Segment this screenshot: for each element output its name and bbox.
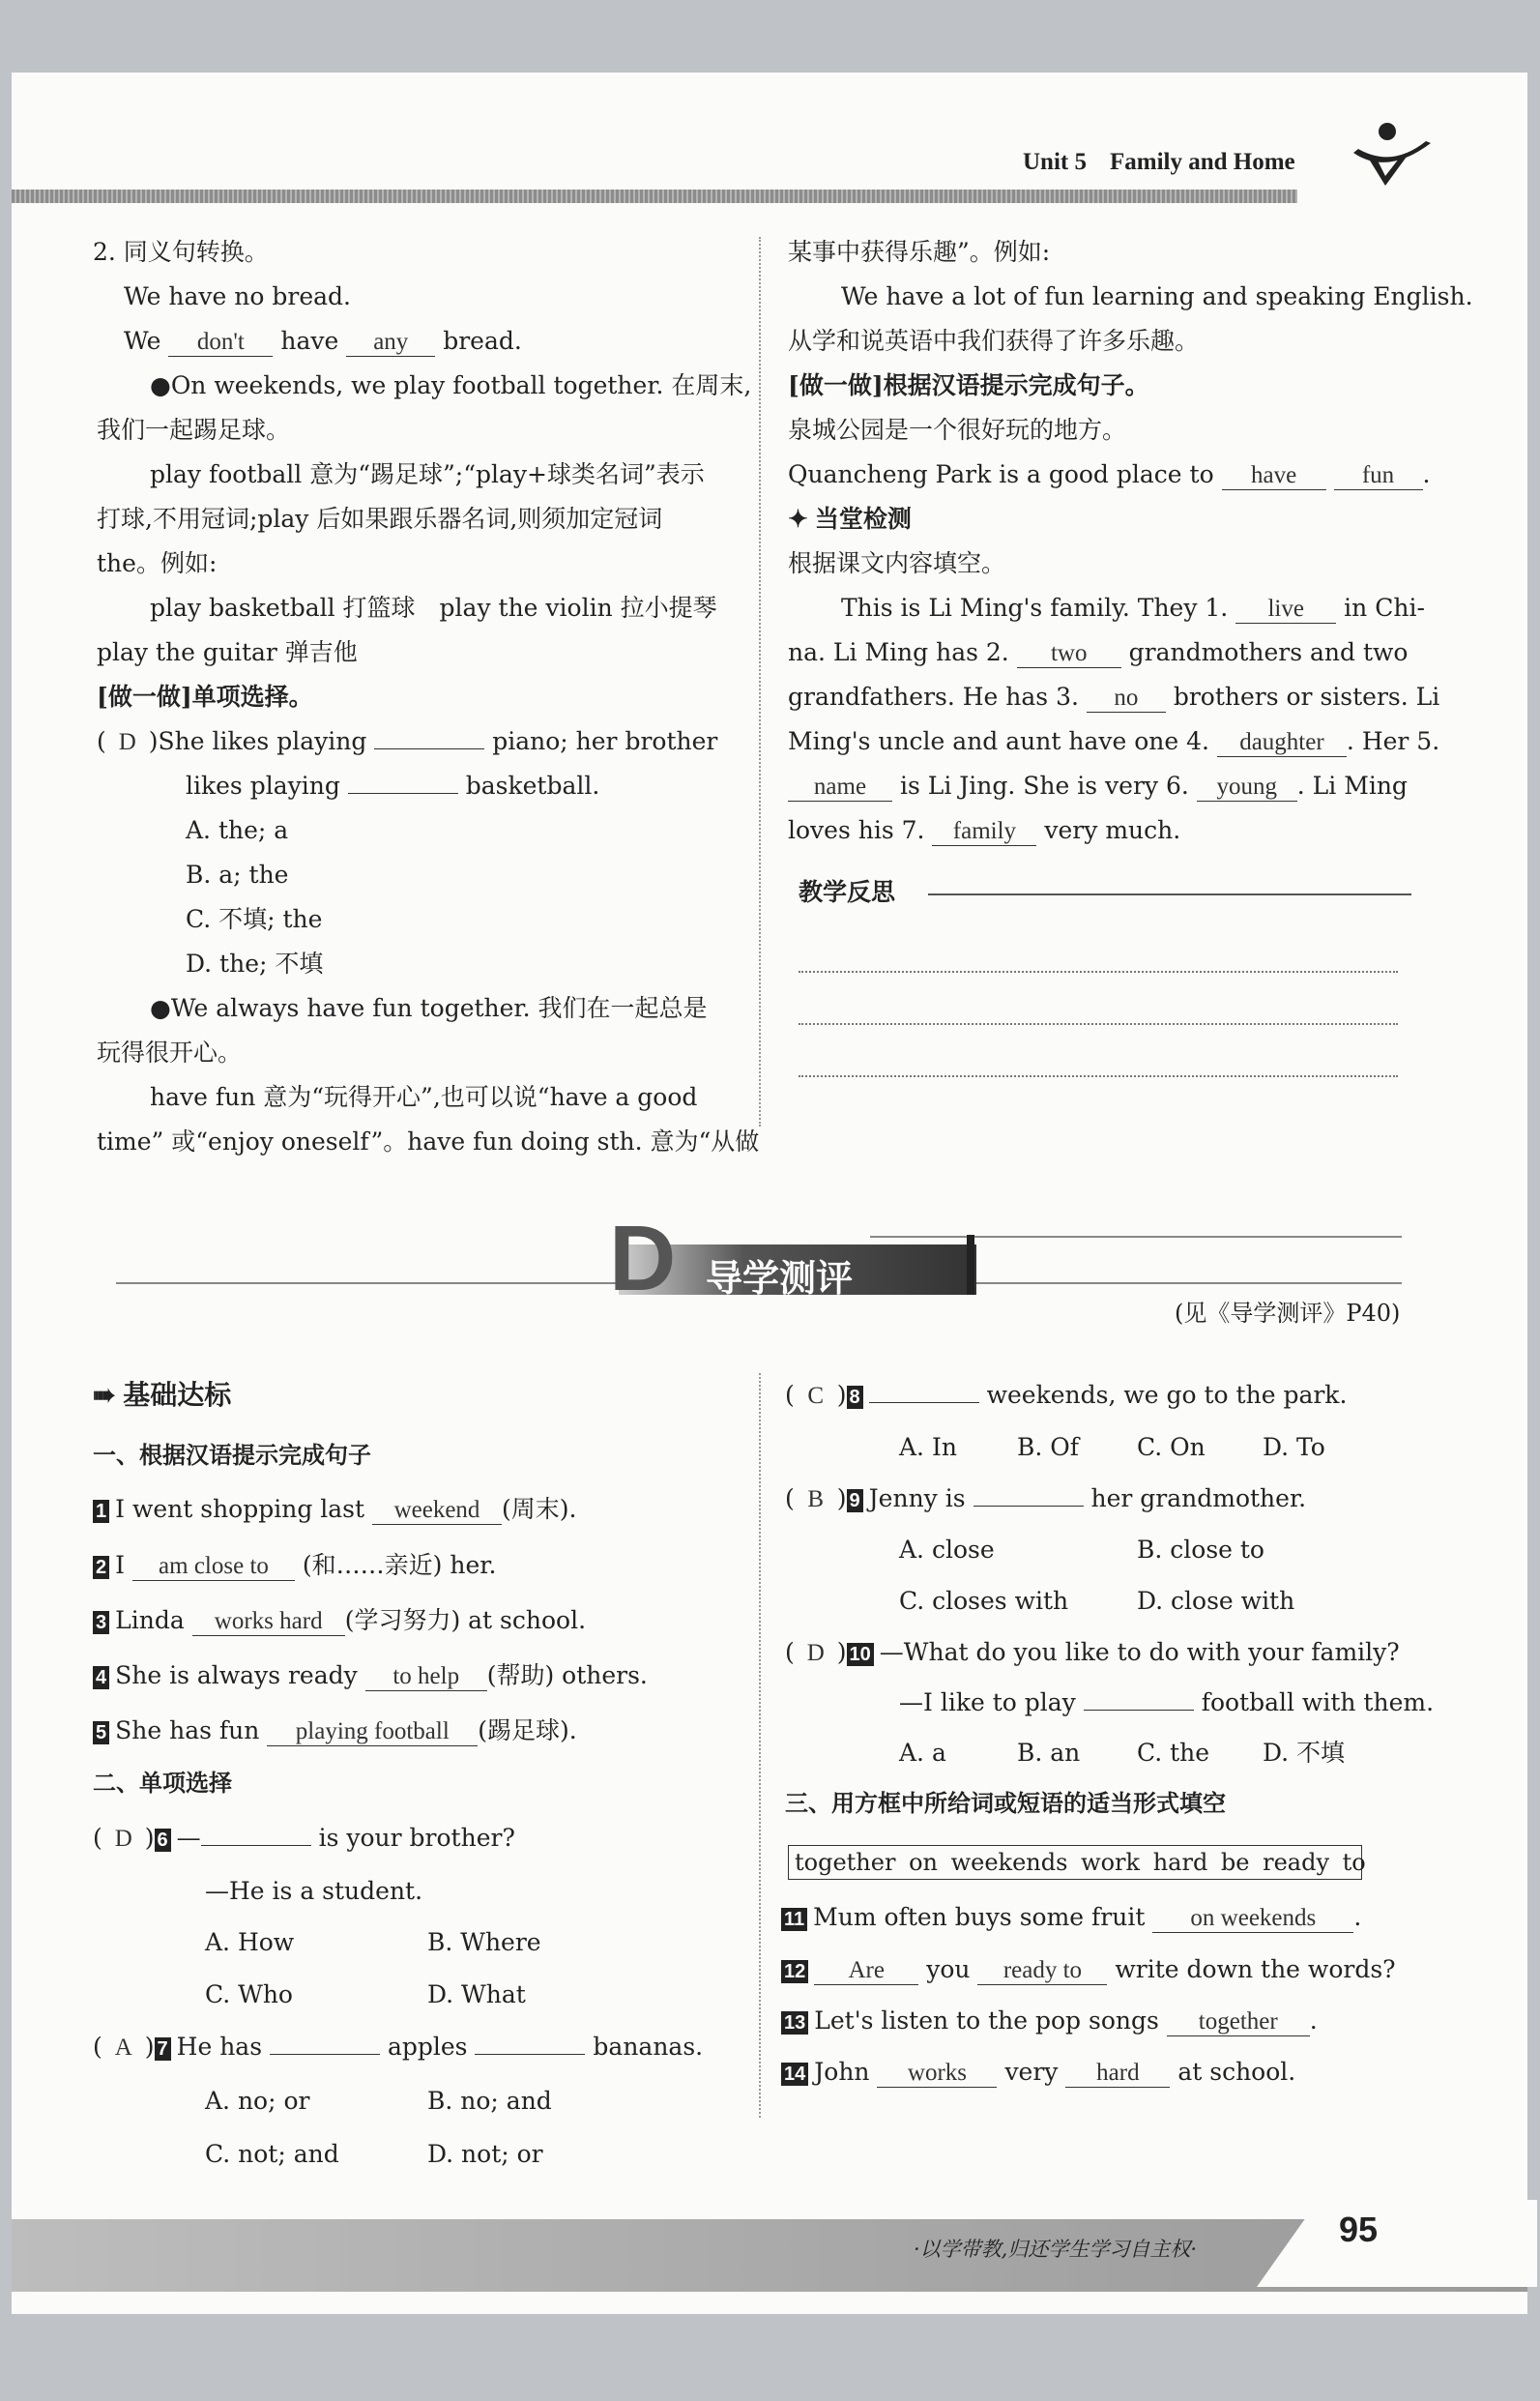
question-6-reply: —He is a student. xyxy=(205,1877,423,1905)
reflection-line xyxy=(799,971,1398,973)
text-line: play football 意为“踢足球”;“play+球类名词”表示 xyxy=(150,460,705,488)
option-d: D. To xyxy=(1263,1433,1325,1461)
exercise-heading: 2. 同义句转换。 xyxy=(93,238,269,266)
text-line: play basketball 打篮球 play the violin 拉小提琴 xyxy=(150,594,717,622)
passage-line: loves his 7. family very much. xyxy=(788,816,1181,844)
try-it-heading: [做一做]根据汉语提示完成句子。 xyxy=(788,371,1149,399)
question-13: 13 Let's listen to the pop songs together . xyxy=(781,1999,1318,2043)
part1-title: 一、根据汉语提示完成句子 xyxy=(93,1443,371,1469)
question-10: ( D ) 10 —What do you like to do with your family? xyxy=(785,1638,1400,1666)
question-2: 2 I am close to (和……亲近) her. xyxy=(93,1543,496,1588)
guided-assessment-banner xyxy=(541,1207,974,1310)
question-10-reply: —I like to play football with them. xyxy=(899,1688,1435,1716)
text-line: time” 或“enjoy oneself”。have fun doing sth. 意为“从做 xyxy=(97,1127,760,1156)
header-bar xyxy=(12,190,1297,203)
banner-title: 导学测评 xyxy=(706,1259,854,1300)
option-c: C. 不填; the xyxy=(186,905,323,933)
text-line: have fun 意为“玩得开心”,也可以说“have a good xyxy=(150,1083,698,1111)
text-line: 打球,不用冠词;play 后如果跟乐器名词,则须加定冠词 xyxy=(97,505,663,533)
option-d: D. 不填 xyxy=(1263,1739,1346,1767)
reflection-line xyxy=(799,1075,1398,1077)
choice-question-cont: likes playing basketball. xyxy=(186,772,600,800)
reflection-line xyxy=(799,1023,1398,1025)
reflection-rule xyxy=(928,893,1411,895)
text-line: 从学和说英语中我们获得了许多乐趣。 xyxy=(788,327,1200,355)
question-3: 3 Linda works hard (学习努力) at school. xyxy=(93,1598,586,1643)
reference-note: (见《导学测评》P40) xyxy=(1175,1300,1401,1327)
fill-sentence: We don't have any bread. xyxy=(124,327,522,355)
question-6: ( D ) 6 — is your brother? xyxy=(93,1824,515,1852)
option-a: A. How xyxy=(205,1928,295,1956)
try-it-heading: [做一做]单项选择。 xyxy=(97,683,313,711)
page-header-title: Unit 5 Family and Home xyxy=(1023,149,1295,175)
option-d: D. close with xyxy=(1137,1587,1295,1615)
option-d: D. not; or xyxy=(427,2140,543,2168)
question-14: 14 John works very hard at school. xyxy=(781,2050,1295,2094)
column-divider xyxy=(759,1373,761,2118)
question-7: ( A ) 7 He has apples bananas. xyxy=(93,2033,704,2061)
basic-section-title: ➠ 基础达标 xyxy=(93,1380,232,1410)
question-8: ( C ) 8 weekends, we go to the park. xyxy=(785,1381,1348,1409)
text-line: 某事中获得乐趣”。例如: xyxy=(788,238,1051,266)
option-c: C. closes with xyxy=(899,1587,1069,1615)
option-c: C. not; and xyxy=(205,2140,339,2168)
column-divider xyxy=(759,237,761,1127)
passage-line: Ming's uncle and aunt have one 4. daughter . Her 5. xyxy=(788,727,1440,755)
option-b: B. a; the xyxy=(186,861,289,889)
text-line: We have a lot of fun learning and speaking English. xyxy=(841,282,1473,310)
passage-line: na. Li Ming has 2. two grandmothers and two xyxy=(788,638,1409,666)
question-4: 4 She is always ready to help (帮助) others. xyxy=(93,1654,648,1698)
passage-line: grandfathers. He has 3. no brothers or sisters. Li xyxy=(788,683,1440,711)
option-a: A. close xyxy=(899,1536,995,1564)
option-a: A. the; a xyxy=(186,816,289,844)
option-b: B. no; and xyxy=(427,2087,552,2115)
option-c: C. Who xyxy=(205,1980,293,2008)
question-5: 5 She has fun playing football (踢足球). xyxy=(93,1709,577,1753)
option-b: B. Of xyxy=(1017,1433,1080,1461)
option-b: B. an xyxy=(1017,1739,1081,1767)
text-line: 泉城公园是一个很好玩的地方。 xyxy=(788,416,1127,444)
reader-logo-icon xyxy=(1349,118,1436,195)
text-line: play the guitar 弹吉他 xyxy=(97,638,358,666)
option-d: D. What xyxy=(427,1980,526,2008)
banner-letter: D xyxy=(609,1207,677,1310)
text-line: 根据课文内容填空。 xyxy=(788,549,1006,577)
teaching-reflection-title: 教学反思 xyxy=(799,879,896,906)
question-11: 11 Mum often buys some fruit on weekends . xyxy=(781,1895,1361,1940)
text-line: We have no bread. xyxy=(124,282,351,310)
choice-question: ( D )She likes playing piano; her brother xyxy=(97,727,718,755)
passage-line: This is Li Ming's family. They 1. live in Chi- xyxy=(841,594,1425,622)
option-d: D. the; 不填 xyxy=(186,950,324,978)
option-c: C. On xyxy=(1137,1433,1206,1461)
option-b: B. Where xyxy=(427,1928,541,1956)
footer-motto: ·以学带教,归还学生学习自主权· xyxy=(914,2238,1198,2261)
text-line: ●We always have fun together. 我们在一起总是 xyxy=(150,994,708,1022)
text-line: 我们一起踢足球。 xyxy=(97,416,291,444)
page-number: 95 xyxy=(1339,2210,1379,2249)
part2-title: 二、单项选择 xyxy=(93,1771,232,1797)
option-c: C. the xyxy=(1137,1739,1210,1767)
text-line: 玩得很开心。 xyxy=(97,1039,243,1067)
option-a: A. In xyxy=(899,1433,957,1461)
part3-title: 三、用方框中所给词或短语的适当形式填空 xyxy=(785,1791,1226,1817)
word-bank-box: together on weekends work hard be ready to xyxy=(788,1845,1362,1880)
question-1: 1 I went shopping last weekend (周末). xyxy=(93,1487,576,1532)
class-check-title: ✦ 当堂检测 xyxy=(788,506,912,533)
option-a: A. no; or xyxy=(205,2087,310,2115)
text-line: the。例如: xyxy=(97,549,218,577)
question-9: ( B ) 9 Jenny is her grandmother. xyxy=(785,1484,1307,1512)
option-a: A. a xyxy=(899,1739,946,1767)
text-line: ●On weekends, we play football together. 在周末, xyxy=(150,371,752,399)
fill-sentence: Quancheng Park is a good place to have fun . xyxy=(788,460,1431,488)
option-b: B. close to xyxy=(1137,1536,1264,1564)
question-12: 12 Are you ready to write down the words? xyxy=(781,1947,1396,1992)
passage-line: name is Li Jing. She is very 6. young . Li Ming xyxy=(788,764,1408,808)
